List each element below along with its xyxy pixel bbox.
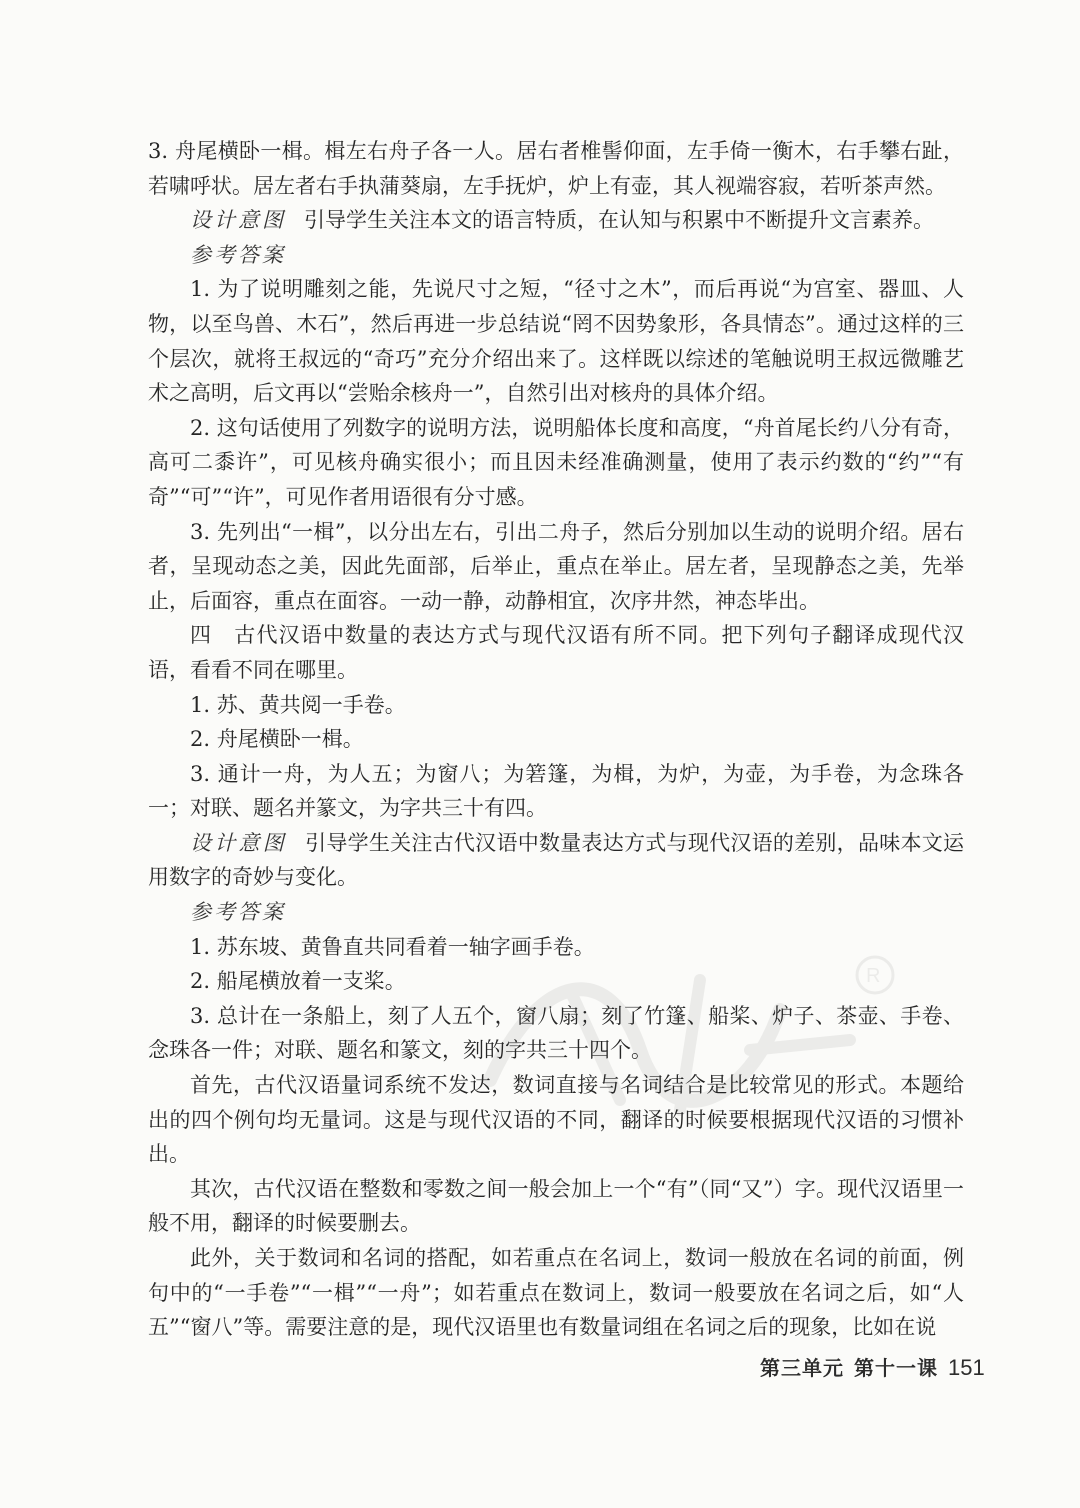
reference-answer-heading [148, 238, 964, 273]
body-paragraph: 1. 苏、黄共阅一手卷。 [190, 692, 406, 717]
svg-text:R: R [866, 965, 881, 987]
body-paragraph: 1. 为了说明雕刻之能，先说尺寸之短，“径寸之木”，而后再说“为宫室、器皿、人物，以至鸟兽、木石”，然后再进一步总结说“罔不因势象形，各具情态”。通过这样的三个层次，就将王叔远的“奇巧”充分介绍出来了。这样既以综述的笔触说明王叔远微雕艺术之高明，后文再以“尝贻余核舟一”，自然引出对核舟的具体介绍。 [148, 277, 964, 406]
body-paragraph: 2. 这句话使用了列数字的说明方法，说明船体长度和高度，“舟首尾长约八分有奇，高可二黍许”，可见核舟确实很小；而且因未经准确测量，使用了表示约数的“约”“有奇”“可”“许”，可见作者用语很有分寸感。 [148, 415, 964, 509]
page-number: 151 [948, 1355, 985, 1380]
design-intent-label: 设计意图 [190, 208, 286, 233]
page-body [148, 134, 964, 1345]
design-intent-paragraph [148, 826, 964, 895]
body-paragraph: 1. 苏东坡、黄鲁直共同看着一轴字画手卷。 [190, 934, 595, 959]
reference-answer-label: 参考答案 [190, 900, 286, 925]
body-paragraph: 3. 通计一舟，为人五；为窗八；为箬篷，为楫，为炉，为壶，为手卷，为念珠各一；对联、题名并篆文，为字共三十有四。 [148, 761, 964, 821]
body-paragraph: 2. 舟尾横卧一楫。 [190, 727, 364, 752]
design-intent-text: 引导学生关注本文的语言特质，在认知与积累中不断提升文言素养。 [304, 208, 934, 233]
footer-lesson: 第十一课 [854, 1356, 938, 1380]
body-paragraph: 首先，古代汉语量词系统不发达，数词直接与名词结合是比较常见的形式。本题给出的四个例句均无量词。这是与现代汉语的不同，翻译的时候要根据现代汉语的习惯补出。 [148, 1073, 964, 1167]
body-paragraph: 3. 先列出“一楫”，以分出左右，引出二舟子，然后分别加以生动的说明介绍。居右者，呈现动态之美，因此先面部，后举止，重点在举止。居左者，呈现静态之美，先举止，后面容，重点在面容。一动一静，动静相宜，次序井然，神态毕出。 [148, 519, 964, 613]
body-paragraph: 其次，古代汉语在整数和零数之间一般会加上一个“有”（同“又”）字。现代汉语里一般不用，翻译的时候要删去。 [148, 1176, 964, 1236]
body-paragraph: 3. 舟尾横卧一楫。楫左右舟子各一人。居右者椎髻仰面，左手倚一衡木，右手攀右趾，若啸呼状。居左者右手执蒲葵扇，左手抚炉，炉上有壶，其人视端容寂，若听茶声然。 [148, 139, 964, 198]
design-intent-paragraph [148, 203, 964, 238]
body-paragraph: 四 古代汉语中数量的表达方式与现代汉语有所不同。把下列句子翻译成现代汉语，看看不同在哪里。 [148, 623, 964, 682]
design-intent-label: 设计意图 [190, 830, 288, 855]
page-footer [760, 1352, 985, 1381]
design-intent-text: 引导学生关注古代汉语中数量表达方式与现代汉语的差别，品味本文运用数字的奇妙与变化。 [148, 830, 965, 890]
body-paragraph: 此外，关于数词和名词的搭配，如若重点在名词上，数词一般放在名词的前面，例句中的“一手卷”“一楫”“一舟”；如若重点在数词上，数词一般要放在名词之后，如“人五”“窗八”等。需要注意的是，现代汉语里也有数量词组在名词之后的现象，比如在说 [148, 1246, 964, 1340]
footer-unit: 第三单元 [760, 1356, 844, 1380]
body-paragraph: 3. 总计在一条船上，刻了人五个，窗八扇；刻了竹篷、船桨、炉子、茶壶、手卷、念珠各一件；对联、题名和篆文，刻的字共三十四个。 [148, 1003, 964, 1063]
reference-answer-heading [148, 895, 964, 930]
body-paragraph: 2. 船尾横放着一支桨。 [190, 969, 406, 994]
reference-answer-label: 参考答案 [190, 242, 286, 267]
